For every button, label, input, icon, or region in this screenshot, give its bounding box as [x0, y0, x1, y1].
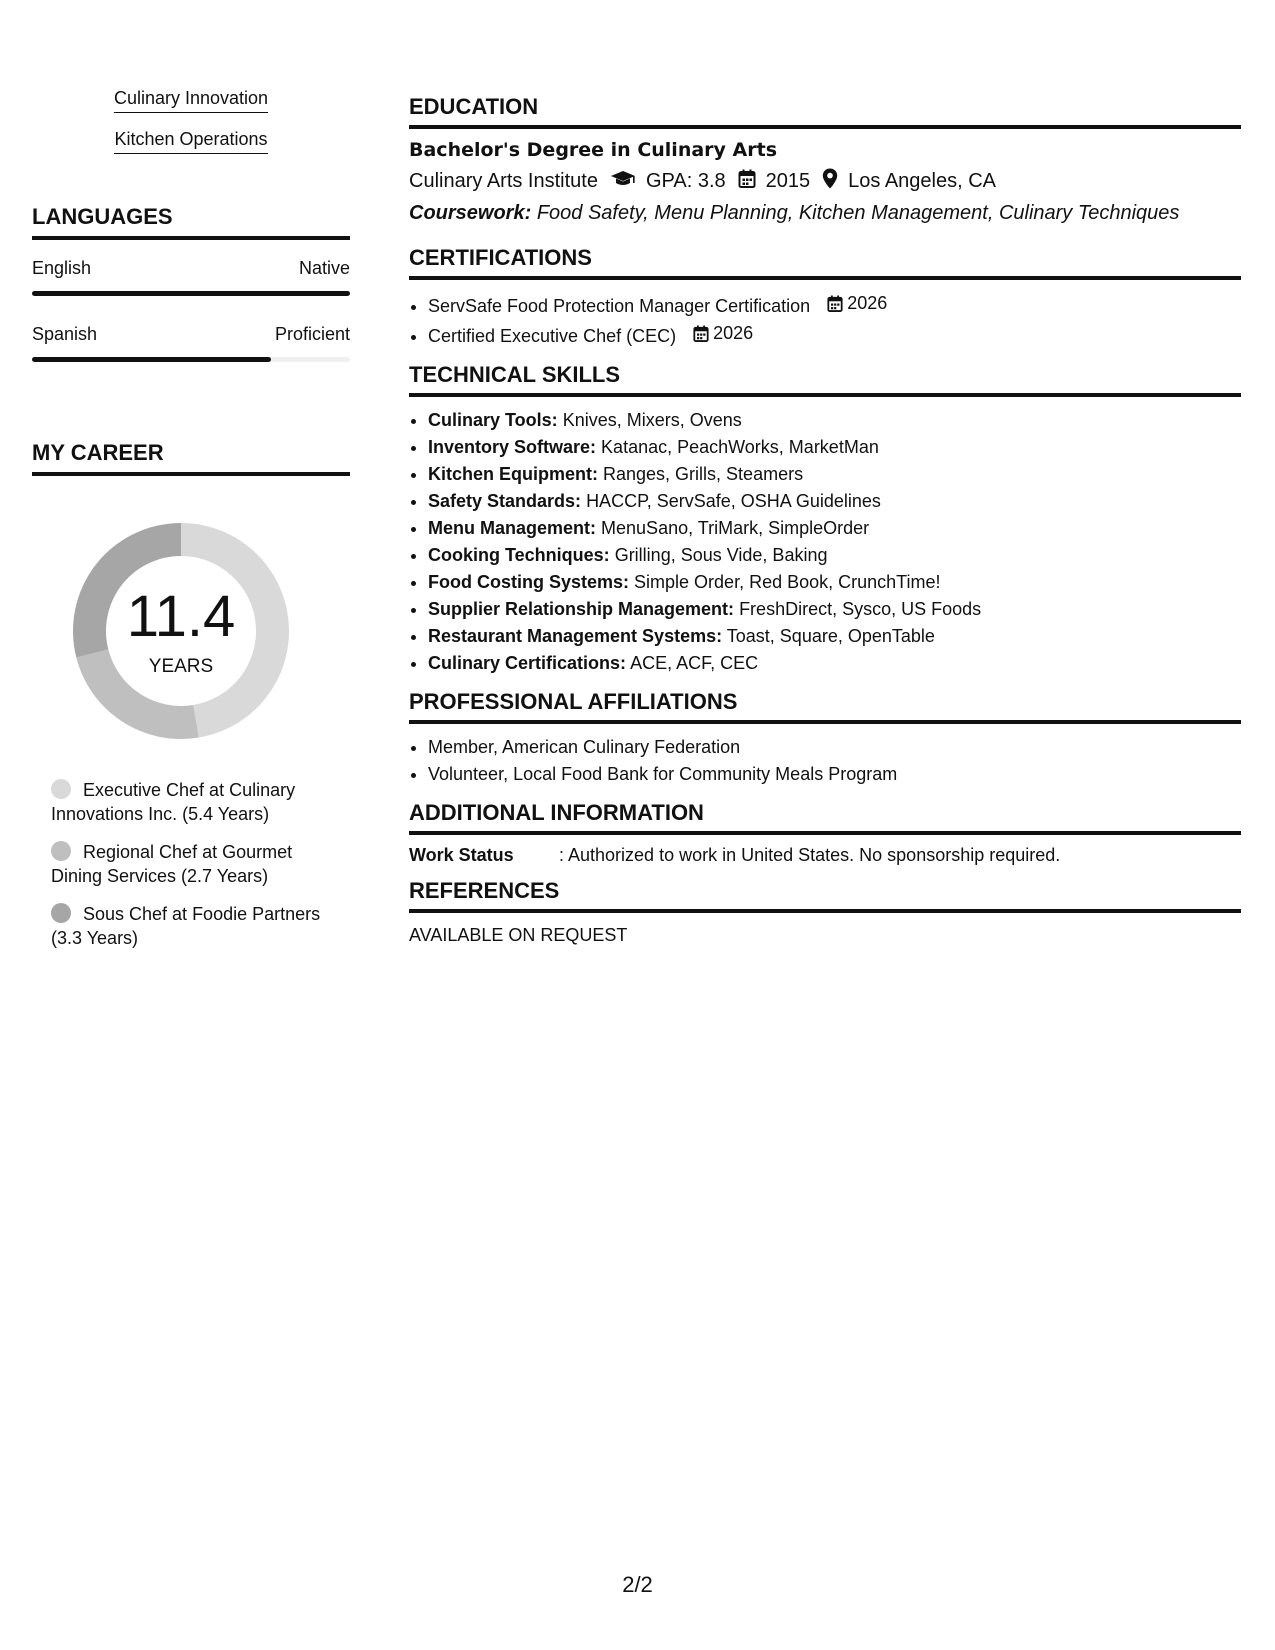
coursework-list: Food Safety, Menu Planning, Kitchen Management, Culinary Techniques	[536, 202, 1180, 224]
skill-values: Simple Order, Red Book, CrunchTime!	[634, 572, 941, 592]
skill-item	[428, 569, 1241, 596]
skill-category: Culinary Tools:	[428, 410, 558, 430]
education-meta	[409, 168, 1241, 195]
skill-item	[428, 542, 1241, 569]
certification-date	[827, 290, 887, 317]
skill-tag: Kitchen Operations	[114, 129, 267, 154]
technical-skills-list	[409, 407, 1241, 677]
career-total-value: 11.4	[126, 584, 236, 649]
language-name: Spanish	[32, 324, 98, 344]
certification-item	[428, 320, 1241, 350]
work-status-value: : Authorized to work in United States. No sponsorship required.	[559, 845, 1061, 865]
skill-item	[428, 407, 1241, 434]
skill-category: Culinary Certifications:	[428, 653, 627, 673]
affiliation-item: • Volunteer, Local Food Bank for Community Meals Program	[428, 761, 1241, 788]
career-legend-label: Regional Chef at Gourmet Dining Services (2.7 Years)	[51, 842, 293, 886]
skill-category: Food Costing Systems:	[428, 572, 630, 592]
skill-item	[428, 515, 1241, 542]
skill-tag: Culinary Innovation	[114, 88, 268, 113]
skill-category: Cooking Techniques:	[428, 545, 610, 565]
references-text: AVAILABLE ON REQUEST	[409, 925, 628, 945]
certification-name: Certified Executive Chef (CEC)	[428, 326, 677, 346]
language-level: Native	[298, 258, 350, 278]
skill-category: Menu Management:	[428, 518, 597, 538]
skill-item	[428, 434, 1241, 461]
gpa: GPA: 3.8	[645, 170, 726, 192]
language-row	[32, 324, 350, 362]
certification-name: ServSafe Food Protection Manager Certification	[428, 296, 811, 316]
education-heading: EDUCATION	[409, 94, 1241, 129]
work-status-row	[409, 845, 1241, 866]
skill-item	[428, 488, 1241, 515]
skill-values: ACE, ACF, CEC	[630, 653, 759, 673]
certifications-heading: CERTIFICATIONS	[409, 245, 1241, 280]
skill-item	[428, 623, 1241, 650]
calendar-icon	[827, 295, 843, 312]
references-heading: REFERENCES	[409, 878, 1241, 913]
legend-dot	[51, 841, 71, 861]
additional-info-heading: ADDITIONAL INFORMATION	[409, 800, 1241, 835]
skill-category: Kitchen Equipment:	[428, 464, 598, 484]
skill-category: Supplier Relationship Management:	[428, 599, 735, 619]
certification-year: 2026	[847, 293, 888, 313]
career-legend-label: Sous Chef at Foodie Partners (3.3 Years)	[51, 904, 321, 948]
skill-values: Knives, Mixers, Ovens	[562, 410, 742, 430]
career-heading: MY CAREER	[32, 440, 350, 476]
school-location: Los Angeles, CA	[848, 170, 997, 192]
skill-tags	[32, 88, 350, 154]
skill-values: Katanac, PeachWorks, MarketMan	[601, 437, 879, 457]
skill-values: HACCP, ServSafe, OSHA Guidelines	[586, 491, 881, 511]
certification-date	[693, 320, 753, 347]
skill-item	[428, 650, 1241, 677]
additional-info-section	[409, 800, 1241, 866]
coursework	[409, 202, 1241, 225]
certification-item	[428, 290, 1241, 320]
career-legend-item	[51, 840, 331, 888]
calendar-icon	[693, 325, 709, 342]
career-donut-chart	[66, 516, 296, 746]
skill-values: MenuSano, TriMark, SimpleOrder	[601, 518, 870, 538]
language-bar-fill	[32, 357, 271, 362]
certifications-section	[409, 245, 1241, 350]
affiliations-heading: PROFESSIONAL AFFILIATIONS	[409, 689, 1241, 724]
affiliations-section	[409, 689, 1241, 788]
language-bar	[32, 357, 350, 362]
career-legend-item	[51, 778, 331, 826]
technical-skills-section	[409, 362, 1241, 677]
map-pin-icon	[822, 168, 838, 195]
affiliation-item: • Member, American Culinary Federation	[428, 734, 1241, 761]
career-legend-label: Executive Chef at Culinary Innovations Inc. (5.4 Years)	[51, 780, 296, 824]
skill-values: Ranges, Grills, Steamers	[603, 464, 804, 484]
sidebar	[32, 84, 350, 964]
languages-section	[32, 204, 350, 362]
legend-dot	[51, 903, 71, 923]
graduation-year: 2015	[765, 170, 811, 192]
skill-item	[428, 596, 1241, 623]
skill-values: Grilling, Sous Vide, Baking	[614, 545, 828, 565]
skill-category: Safety Standards:	[428, 491, 582, 511]
language-level: Proficient	[274, 324, 350, 344]
languages-heading: LANGUAGES	[32, 204, 350, 240]
career-legend	[51, 778, 331, 950]
school-name: Culinary Arts Institute	[409, 170, 598, 192]
career-total-unit: YEARS	[148, 656, 214, 677]
technical-skills-heading: TECHNICAL SKILLS	[409, 362, 1241, 397]
main-content	[409, 94, 1241, 958]
language-bar	[32, 291, 350, 296]
work-status-key: Work Status	[409, 845, 514, 865]
language-row	[32, 258, 350, 296]
references-section	[409, 878, 1241, 946]
language-bar-fill	[32, 291, 350, 296]
affiliations-list	[409, 734, 1241, 788]
page-number: 2/2	[622, 1572, 653, 1597]
degree-title: Bachelor's Degree in Culinary Arts	[409, 139, 778, 161]
education-section	[409, 94, 1241, 225]
calendar-icon	[738, 169, 756, 194]
coursework-label: Coursework:	[409, 202, 532, 224]
skill-category: Inventory Software:	[428, 437, 597, 457]
career-legend-item	[51, 902, 331, 950]
skill-values: FreshDirect, Sysco, US Foods	[739, 599, 982, 619]
skill-category: Restaurant Management Systems:	[428, 626, 723, 646]
skill-values: Toast, Square, OpenTable	[726, 626, 935, 646]
certifications-list	[409, 290, 1241, 350]
certification-year: 2026	[713, 323, 754, 343]
career-section	[32, 440, 350, 950]
graduation-cap-icon	[610, 170, 636, 194]
language-name: English	[32, 258, 92, 278]
legend-dot	[51, 779, 71, 799]
skill-item	[428, 461, 1241, 488]
